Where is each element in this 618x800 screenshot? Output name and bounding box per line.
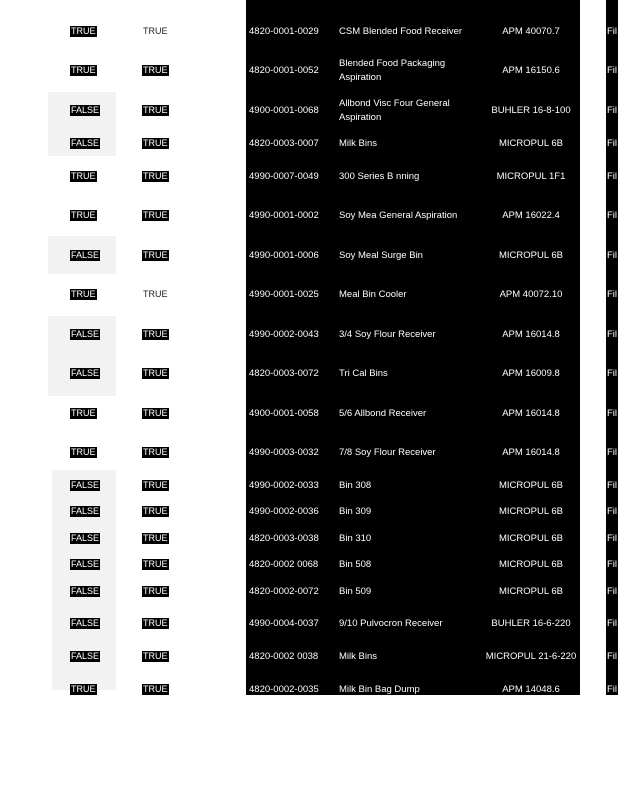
flag-secondary: TRUE [143,506,168,516]
equipment-type: Fil [607,684,618,695]
collector-model: MICROPUL 21-6-220 [485,651,577,662]
equipment-id: 4990-0003-0032 [249,447,319,458]
flag-secondary: TRUE [143,559,168,569]
equipment-description: Soy Meal Surge Bin [339,250,423,261]
equipment-type: Fil [607,26,618,37]
equipment-type: Fil [607,138,618,149]
equipment-id: 4990-0001-0002 [249,210,319,221]
collector-model: APM 16014.8 [502,329,560,340]
collector-model: BUHLER 16-8-100 [491,105,571,116]
equipment-id: 4820-0002 0038 [249,651,319,662]
equipment-type: Fil [607,65,618,76]
equipment-id: 4820-0003-0007 [249,138,319,149]
collector-model: MICROPUL 1F1 [496,171,566,182]
equipment-description: Meal Bin Cooler [339,289,407,300]
equipment-description: 7/8 Soy Flour Receiver [339,447,436,458]
equipment-id: 4820-0002-0035 [249,684,319,695]
flag-primary: FALSE [71,329,100,339]
equipment-description: 3/4 Soy Flour Receiver [339,329,436,340]
flag-secondary: TRUE [143,684,168,694]
collector-model: APM 40070.7 [502,26,560,37]
flag-primary: TRUE [71,210,96,220]
equipment-description: Blended Food Packaging Aspiration [339,58,446,83]
collector-model: MICROPUL 6B [498,138,564,149]
equipment-id: 4990-0002-0033 [249,480,319,491]
equipment-id: 4820-0003-0038 [249,533,319,544]
flag-primary: TRUE [71,447,96,457]
flag-secondary: TRUE [143,586,168,596]
equipment-description: 5/6 Allbond Receiver [339,408,427,419]
equipment-id: 4990-0001-0025 [249,289,319,300]
flag-primary: FALSE [71,138,100,148]
collector-model: MICROPUL 6B [498,506,564,517]
equipment-description: Soy Mea General Aspiration [339,210,458,221]
equipment-type: Fil [607,533,618,544]
flag-secondary: TRUE [143,138,168,148]
flag-secondary: TRUE [143,210,168,220]
equipment-type: Fil [607,105,618,116]
flag-secondary: TRUE [143,408,168,418]
collector-model: APM 16150.6 [502,65,560,76]
equipment-description: Milk Bins [339,138,378,149]
equipment-description: Bin 308 [339,480,372,491]
equipment-id: 4820-0001-0029 [249,26,319,37]
flag-secondary: TRUE [143,533,168,543]
equipment-type: Fil [607,618,618,629]
equipment-description: 9/10 Pulvocron Receiver [339,618,443,629]
flag-secondary: TRUE [143,26,168,36]
equipment-type: Fil [607,559,618,570]
flag-primary: TRUE [71,65,96,75]
flag-secondary: TRUE [143,65,168,75]
equipment-type: Fil [607,480,618,491]
equipment-id: 4820-0002-0072 [249,586,319,597]
equipment-type: Fil [607,408,618,419]
equipment-description: Bin 310 [339,533,372,544]
flag-primary: FALSE [71,250,100,260]
collector-model: MICROPUL 6B [498,480,564,491]
collector-model: MICROPUL 6B [498,586,564,597]
equipment-type: Fil [607,210,618,221]
collector-model: APM 16022.4 [502,210,560,221]
flag-secondary: TRUE [143,171,168,181]
equipment-id: 4990-0001-0006 [249,250,319,261]
collector-model: APM 40072.10 [499,289,563,300]
flag-primary: FALSE [71,651,100,661]
equipment-id: 4990-0004-0037 [249,618,319,629]
flag-primary: FALSE [71,533,100,543]
equipment-description: CSM Blended Food Receiver [339,26,463,37]
flag-secondary: TRUE [143,289,168,299]
flag-primary: TRUE [71,171,96,181]
equipment-type: Fil [607,651,618,662]
equipment-id: 4900-0001-0068 [249,105,319,116]
collector-model: APM 16009.8 [502,368,560,379]
flag-primary: FALSE [71,506,100,516]
flag-secondary: TRUE [143,447,168,457]
equipment-id: 4990-0002-0043 [249,329,319,340]
flag-secondary: TRUE [143,480,168,490]
equipment-type: Fil [607,171,618,182]
flag-secondary: TRUE [143,105,168,115]
collector-model: APM 16014.8 [502,447,560,458]
flag-primary: TRUE [71,684,96,694]
collector-model: MICROPUL 6B [498,250,564,261]
equipment-type: Fil [607,586,618,597]
equipment-type: Fil [607,368,618,379]
equipment-type: Fil [607,250,618,261]
equipment-description: Milk Bins [339,651,378,662]
flag-secondary: TRUE [143,329,168,339]
flag-secondary: TRUE [143,250,168,260]
equipment-description: Tri Cal Bins [339,368,388,379]
collector-model: MICROPUL 6B [498,559,564,570]
flag-secondary: TRUE [143,618,168,628]
flag-secondary: TRUE [143,651,168,661]
equipment-type: Fil [607,289,618,300]
scan-smudge [48,316,116,396]
flag-primary: FALSE [71,105,100,115]
equipment-id: 4820-0003-0072 [249,368,319,379]
flag-secondary: TRUE [143,368,168,378]
flag-primary: FALSE [71,368,100,378]
flag-primary: FALSE [71,480,100,490]
flag-primary: TRUE [71,289,96,299]
equipment-type: Fil [607,447,618,458]
flag-primary: TRUE [71,408,96,418]
equipment-id: 4990-0002-0036 [249,506,319,517]
equipment-description: Allbond Visc Four General Aspiration [339,98,450,123]
equipment-description: Bin 508 [339,559,372,570]
equipment-id: 4990-0007-0049 [249,171,319,182]
collector-model: BUHLER 16-6-220 [491,618,571,629]
flag-primary: FALSE [71,618,100,628]
equipment-description: Bin 309 [339,506,372,517]
equipment-description: Milk Bin Bag Dump [339,684,420,695]
equipment-id: 4820-0001-0052 [249,65,319,76]
equipment-description: 300 Series B nning [339,171,420,182]
collector-model: MICROPUL 6B [498,533,564,544]
flag-primary: FALSE [71,586,100,596]
equipment-type: Fil [607,506,618,517]
equipment-description: Bin 509 [339,586,372,597]
flag-primary: TRUE [71,26,96,36]
equipment-id: 4820-0002 0068 [249,559,319,570]
collector-model: APM 14048.6 [502,684,560,695]
equipment-type: Fil [607,329,618,340]
equipment-id: 4900-0001-0058 [249,408,319,419]
collector-model: APM 16014.8 [502,408,560,419]
flag-primary: FALSE [71,559,100,569]
